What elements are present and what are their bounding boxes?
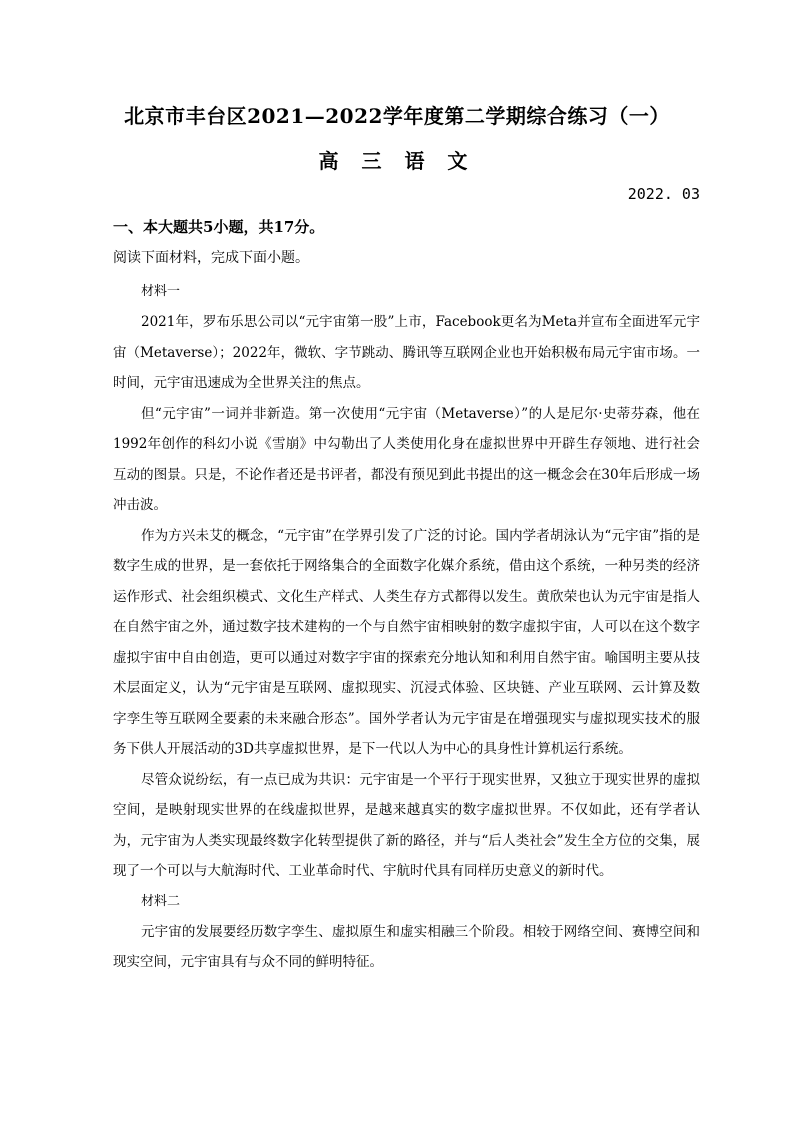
document-title: 北京市丰台区2021—2022学年度第二学期综合练习（一）: [124, 104, 670, 128]
material2-heading: 材料二: [141, 893, 181, 909]
material1-paragraph-1: 2021年，罗布乐思公司以“元宇宙第一股”上市，Facebook更名为Meta并宣布全面进军元宇宙（Metaverse）；2022年，微软、字节跳动、腾讯等互联网企业也开始积极布局元宇宙市场。一时间，元宇宙迅速成为全世界关注的焦点。: [113, 314, 700, 391]
reading-material: [113, 277, 700, 978]
material1-paragraph-2: 但“元宇宙”一词并非新造。第一次使用“元宇宙（Metaverse）”的人是尼尔·史蒂芬森，他在1992年创作的科幻小说《雪崩》中勾勒出了人类使用化身在虚拟世界中开辟生存领地、进行社会互动的图景。只是，不论作者还是书评者，都没有预见到此书提出的这一概念会在30年后形成一场冲击波。: [113, 405, 700, 513]
material2-paragraph-1: 元宇宙的发展要经历数字孪生、虚拟原生和虚实相融三个阶段。相较于网络空间、赛博空间和现实空间，元宇宙具有与众不同的鲜明特征。: [113, 923, 700, 970]
section-heading: 一、本大题共5小题，共17分。: [113, 218, 325, 236]
document-subtitle: 高 三 语 文: [318, 149, 476, 173]
material1-heading: 材料一: [141, 284, 181, 299]
section-instruction: 阅读下面材料，完成下面小题。: [113, 250, 309, 266]
material1-paragraph-3: 作为方兴未艾的概念，“元宇宙”在学界引发了广泛的讨论。国内学者胡泳认为“元宇宙”指的是数字生成的世界，是一套依托于网络集合的全面数字化媒介系统，借由这个系统，一种另类的经济运作形式、社会组织模式、文化生产样式、人类生存方式都得以发生。黄欣荣也认为元宇宙是指人在自然宇宙之外，通过数字技术建构的一个与自然宇宙相映射的数字虚拟宇宙，人可以在这个数字虚拟宇宙中自由创造，更可以通过对数字宇宙的探索充分地认知和利用自然宇宙。喻国明主要从技术层面定义，认为“元宇宙是互联网、虚拟现实、沉浸式体验、区块链、产业互联网、云计算及数字孪生等互联网全要素的未来融合形态”。国外学者认为元宇宙是在增强现实与虚拟现实技术的服务下供人开展活动的3D共享虚拟世界，是下一代以人为中心的具身性计算机运行系统。: [113, 527, 700, 757]
material1-paragraph-4: 尽管众说纷纭，有一点已成为共识：元宇宙是一个平行于现实世界，又独立于现实世界的虚拟空间，是映射现实世界的在线虚拟世界，是越来越真实的数字虚拟世界。不仅如此，还有学者认为，元宇宙为人类实现最终数字化转型提供了新的路径，并与“后人类社会”发生全方位的交集，展现了一个可以与大航海时代、工业革命时代、宇航时代具有同样历史意义的新时代。: [113, 771, 700, 879]
document-date: 2022. 03: [627, 185, 700, 203]
